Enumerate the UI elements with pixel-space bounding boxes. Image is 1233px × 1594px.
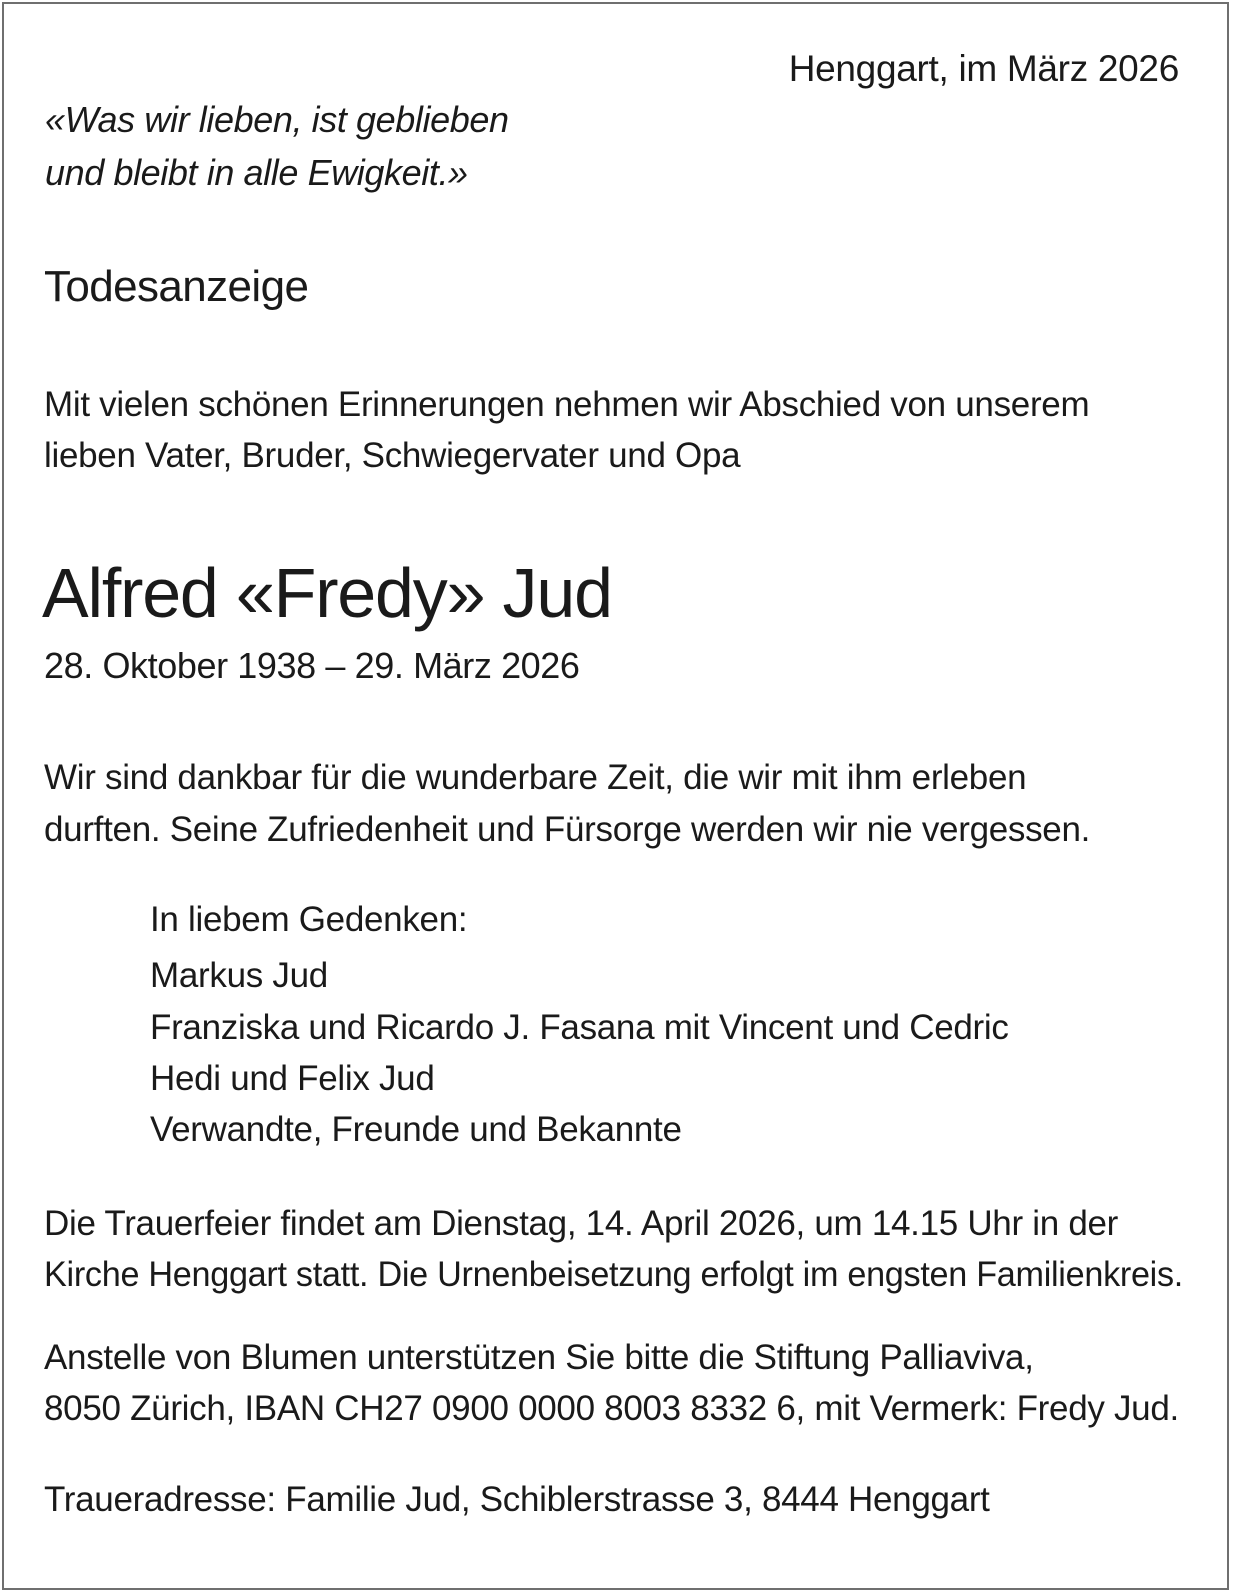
- life-dates: 28. Oktober 1938 – 29. März 2026: [44, 645, 580, 686]
- donation-line-2: 8050 Zürich, IBAN CH27 0900 0000 8003 8332 6, mit Vermerk: Fredy Jud.: [44, 1389, 1179, 1428]
- mourning-address: Traueradresse: Familie Jud, Schiblerstrasse 3, 8444 Henggart: [44, 1480, 990, 1519]
- mourner-name: Verwandte, Freunde und Bekannte: [150, 1110, 682, 1149]
- motto-line-2: und bleibt in alle Ewigkeit.»: [45, 152, 468, 193]
- intro-line-1: Mit vielen schönen Erinnerungen nehmen wir Abschied von unserem: [44, 385, 1090, 424]
- deceased-name: Alfred «Fredy» Jud: [42, 554, 612, 632]
- motto-line-1: «Was wir lieben, ist geblieben: [45, 99, 509, 140]
- mourners-label: In liebem Gedenken:: [150, 900, 468, 939]
- gratitude-line-1: Wir sind dankbar für die wunderbare Zeit, die wir mit ihm erleben: [44, 758, 1027, 797]
- mourner-name: Markus Jud: [150, 956, 328, 995]
- funeral-line-1: Die Trauerfeier findet am Dienstag, 14. April 2026, um 14.15 Uhr in der: [44, 1204, 1119, 1243]
- funeral-line-2: Kirche Henggart statt. Die Urnenbeisetzung erfolgt im engsten Familienkreis.: [44, 1255, 1184, 1294]
- intro-line-2: lieben Vater, Bruder, Schwiegervater und Opa: [44, 436, 741, 475]
- place-date: Henggart, im März 2026: [788, 48, 1179, 89]
- mourner-name: Franziska und Ricardo J. Fasana mit Vincent und Cedric: [150, 1008, 1009, 1047]
- page-title: Todesanzeige: [44, 262, 309, 311]
- mourner-name: Hedi und Felix Jud: [150, 1059, 435, 1098]
- donation-line-1: Anstelle von Blumen unterstützen Sie bitte die Stiftung Palliaviva,: [44, 1338, 1034, 1377]
- gratitude-line-2: durften. Seine Zufriedenheit und Fürsorge werden wir nie vergessen.: [44, 810, 1091, 849]
